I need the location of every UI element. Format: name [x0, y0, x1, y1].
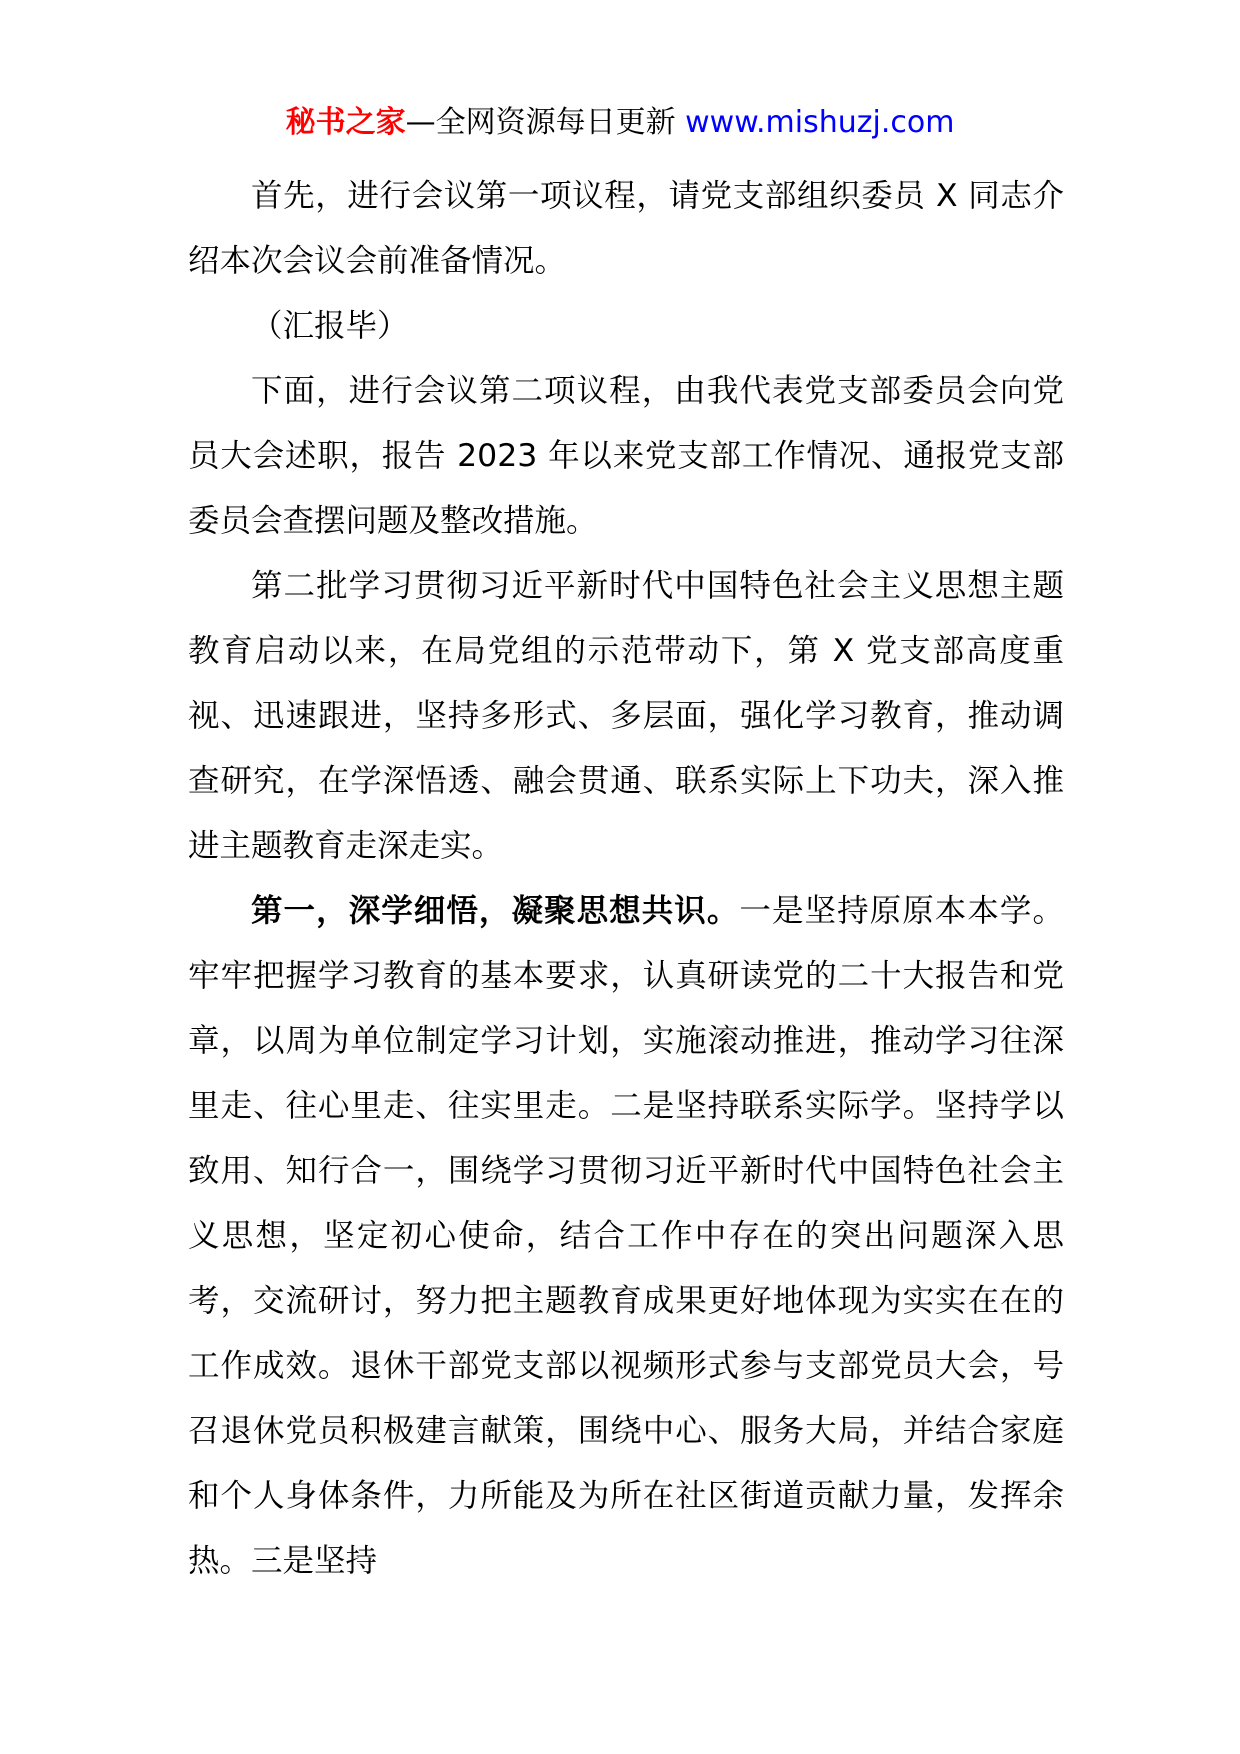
first-point-body: 一是坚持原原本本学。牢牢把握学习教育的基本要求，认真研读党的二十大报告和党章，以周为单位制定学习计划，实施滚动推进，推动学习往深里走、往心里走、往实里走。二是坚持联系实际学。坚持学以致用、知行合一，围绕学习贯彻习近平新时代中国特色社会主义思想，坚定初心使命，结合工作中存在的突出问题深入思考，交流研讨，努力把主题教育成果更好地体现为实实在在的工作成效。退休干部党支部以视频形式参与支部党员大会，号召退休党员积极建言献策，围绕中心、服务大局，并结合家庭和个人身体条件，力所能及为所在社区街道贡献力量，发挥余热。三是坚持: [188, 893, 1064, 1579]
site-url-link[interactable]: www.mishuzj.com: [685, 105, 955, 140]
header-tagline: —全网资源每日更新: [405, 105, 686, 140]
brand-name: 秘书之家: [285, 105, 406, 140]
paragraph-report-done: （汇报毕）: [251, 308, 409, 344]
paragraph-first-point: [188, 879, 1064, 1594]
document-body: [188, 164, 1064, 1594]
first-point-lead: 第一，深学细悟，凝聚思想共识。: [251, 893, 740, 929]
site-header: [0, 100, 1240, 146]
paragraph-agenda-one: 首先，进行会议第一项议程，请党支部组织委员 X 同志介绍本次会议会前准备情况。: [188, 178, 1064, 279]
paragraph-agenda-two: 下面，进行会议第二项议程，由我代表党支部委员会向党员大会述职，报告 2023 年以来党支部工作情况、通报党支部委员会查摆问题及整改措施。: [188, 373, 1064, 539]
paragraph-theme-education: 第二批学习贯彻习近平新时代中国特色社会主义思想主题教育启动以来，在局党组的示范带动下，第 X 党支部高度重视、迅速跟进，坚持多形式、多层面，强化学习教育，推动调查研究，在学深悟透、融会贯通、联系实际上下功夫，深入推进主题教育走深走实。: [188, 568, 1064, 864]
